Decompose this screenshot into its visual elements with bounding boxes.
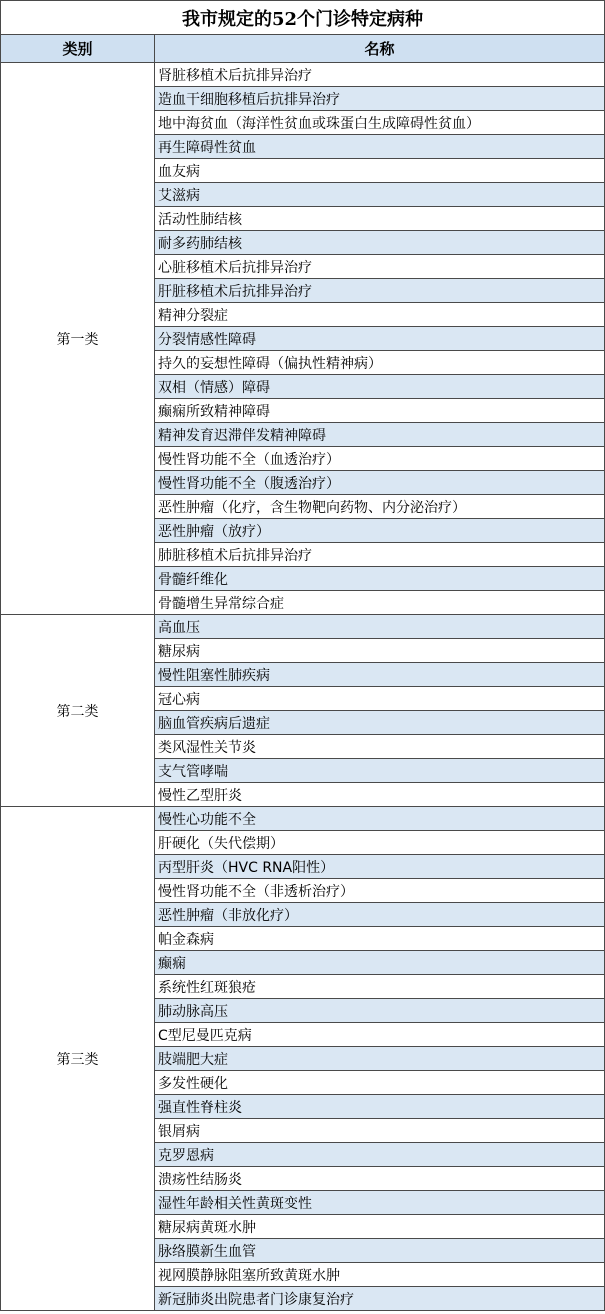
disease-name-cell: 脑血管疾病后遗症 (155, 711, 605, 735)
disease-name-cell: 视网膜静脉阻塞所致黄斑水肿 (155, 1263, 605, 1287)
disease-name-cell: 类风湿性关节炎 (155, 735, 605, 759)
disease-name-cell: 高血压 (155, 615, 605, 639)
disease-name-cell: 强直性脊柱炎 (155, 1095, 605, 1119)
disease-name-cell: 耐多药肺结核 (155, 231, 605, 255)
table-row (1, 63, 605, 87)
table-row (1, 807, 605, 831)
disease-name-cell: 地中海贫血（海洋性贫血或珠蛋白生成障碍性贫血） (155, 111, 605, 135)
table-row (1, 615, 605, 639)
disease-name-cell: 肝硬化（失代偿期） (155, 831, 605, 855)
disease-name-cell: 慢性乙型肝炎 (155, 783, 605, 807)
disease-name-cell: 糖尿病黄斑水肿 (155, 1215, 605, 1239)
disease-name-cell: 心脏移植术后抗排异治疗 (155, 255, 605, 279)
disease-name-cell: 支气管哮喘 (155, 759, 605, 783)
disease-name-cell: 脉络膜新生血管 (155, 1239, 605, 1263)
disease-name-cell: 持久的妄想性障碍（偏执性精神病） (155, 351, 605, 375)
category-cell: 第二类 (1, 615, 155, 807)
disease-name-cell: 丙型肝炎（HVC RNA阳性） (155, 855, 605, 879)
disease-name-cell: 慢性肾功能不全（非透析治疗） (155, 879, 605, 903)
disease-name-cell: 慢性肾功能不全（腹透治疗） (155, 471, 605, 495)
disease-name-cell: 肝脏移植术后抗排异治疗 (155, 279, 605, 303)
disease-name-cell: 骨髓增生异常综合症 (155, 591, 605, 615)
disease-name-cell: 肾脏移植术后抗排异治疗 (155, 63, 605, 87)
disease-name-cell: 克罗恩病 (155, 1143, 605, 1167)
disease-name-cell: 冠心病 (155, 687, 605, 711)
disease-name-cell: 湿性年龄相关性黄斑变性 (155, 1191, 605, 1215)
disease-name-cell: 分裂情感性障碍 (155, 327, 605, 351)
disease-name-cell: 艾滋病 (155, 183, 605, 207)
disease-name-cell: 骨髓纤维化 (155, 567, 605, 591)
disease-name-cell: 再生障碍性贫血 (155, 135, 605, 159)
disease-name-cell: 癫痫所致精神障碍 (155, 399, 605, 423)
category-cell: 第一类 (1, 63, 155, 615)
disease-name-cell: 肺动脉高压 (155, 999, 605, 1023)
disease-name-cell: C型尼曼匹克病 (155, 1023, 605, 1047)
disease-name-cell: 新冠肺炎出院患者门诊康复治疗 (155, 1287, 605, 1311)
disease-name-cell: 恶性肿瘤（化疗，含生物靶向药物、内分泌治疗） (155, 495, 605, 519)
disease-name-cell: 恶性肿瘤（放疗） (155, 519, 605, 543)
category-cell: 第三类 (1, 807, 155, 1311)
table-body (1, 63, 605, 1311)
disease-name-cell: 肺脏移植术后抗排异治疗 (155, 543, 605, 567)
disease-name-cell: 慢性心功能不全 (155, 807, 605, 831)
disease-name-cell: 造血干细胞移植后抗排异治疗 (155, 87, 605, 111)
disease-name-cell: 肢端肥大症 (155, 1047, 605, 1071)
disease-name-cell: 帕金森病 (155, 927, 605, 951)
disease-name-cell: 双相（情感）障碍 (155, 375, 605, 399)
disease-name-cell: 癫痫 (155, 951, 605, 975)
disease-name-cell: 溃疡性结肠炎 (155, 1167, 605, 1191)
column-header-name: 名称 (155, 35, 605, 63)
disease-name-cell: 糖尿病 (155, 639, 605, 663)
disease-name-cell: 精神发育迟滞伴发精神障碍 (155, 423, 605, 447)
disease-name-cell: 慢性阻塞性肺疾病 (155, 663, 605, 687)
table-title: 我市规定的52个门诊特定病种 (1, 1, 605, 35)
disease-name-cell: 精神分裂症 (155, 303, 605, 327)
disease-name-cell: 恶性肿瘤（非放化疗） (155, 903, 605, 927)
header-row (1, 35, 605, 63)
disease-name-cell: 多发性硬化 (155, 1071, 605, 1095)
title-row (1, 1, 605, 35)
disease-name-cell: 银屑病 (155, 1119, 605, 1143)
column-header-category: 类别 (1, 35, 155, 63)
disease-name-cell: 血友病 (155, 159, 605, 183)
disease-name-cell: 系统性红斑狼疮 (155, 975, 605, 999)
disease-name-cell: 慢性肾功能不全（血透治疗） (155, 447, 605, 471)
disease-name-cell: 活动性肺结核 (155, 207, 605, 231)
